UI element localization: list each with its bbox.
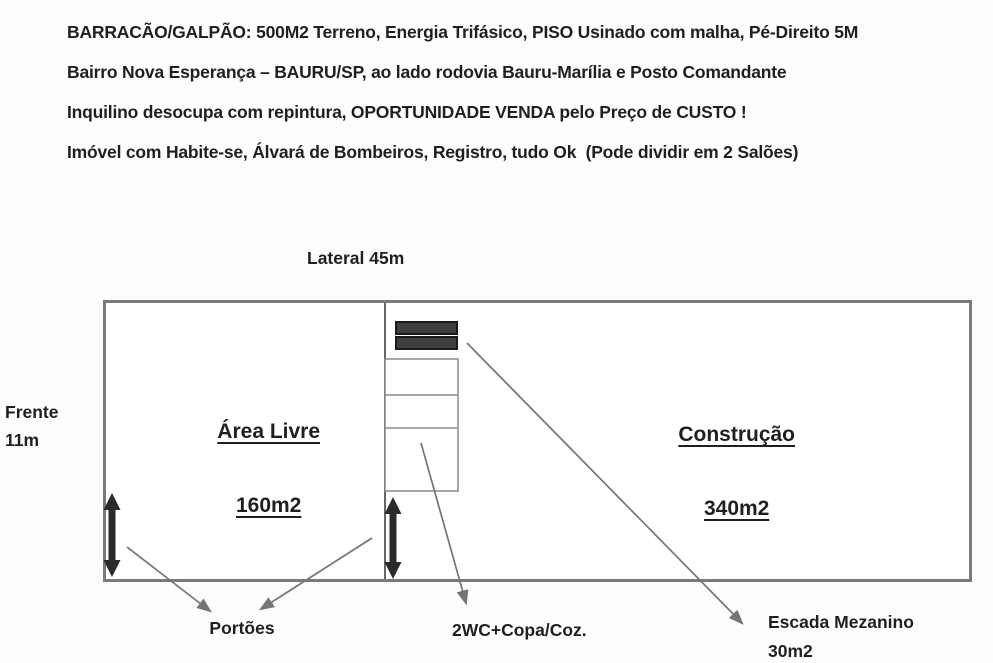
- listing-line-location: Bairro Nova Esperança – BAURU/SP, ao lado rodovia Bauru-Marília e Posto Comandante: [67, 62, 787, 82]
- portoes-callout-label: Portões: [209, 618, 275, 638]
- listing-line-specs: BARRACÃO/GALPÃO: 500M2 Terreno, Energia Trifásico, PISO Usinado com malha, Pé-Direito 5M: [67, 22, 859, 42]
- wc-rooms-outline: [385, 359, 458, 491]
- construcao-label: [625, 379, 825, 564]
- wc-callout-label: 2WC+Copa/Coz.: [452, 620, 587, 640]
- escada-callout-label: [768, 608, 914, 663]
- escada-size: 30m2: [768, 641, 813, 661]
- frente-value: 11m: [5, 430, 40, 450]
- frente-word: Frente: [5, 402, 59, 422]
- construcao-size: 340m2: [703, 497, 770, 520]
- frente-dimension-label: [5, 398, 58, 454]
- escada-title: Escada Mezanino: [768, 612, 914, 632]
- lateral-dimension-label: Lateral 45m: [307, 248, 405, 268]
- area-livre-label: [157, 376, 357, 561]
- area-livre-title: Área Livre: [217, 420, 321, 443]
- area-livre-size: 160m2: [235, 494, 302, 517]
- construcao-title: Construção: [678, 423, 796, 446]
- listing-line-docs: Imóvel com Habite-se, Álvará de Bombeiros, Registro, tudo Ok (Pode dividir em 2 Salões): [67, 142, 799, 162]
- listing-line-offer: Inquilino desocupa com repintura, OPORTUNIDADE VENDA pelo Preço de CUSTO !: [67, 102, 747, 122]
